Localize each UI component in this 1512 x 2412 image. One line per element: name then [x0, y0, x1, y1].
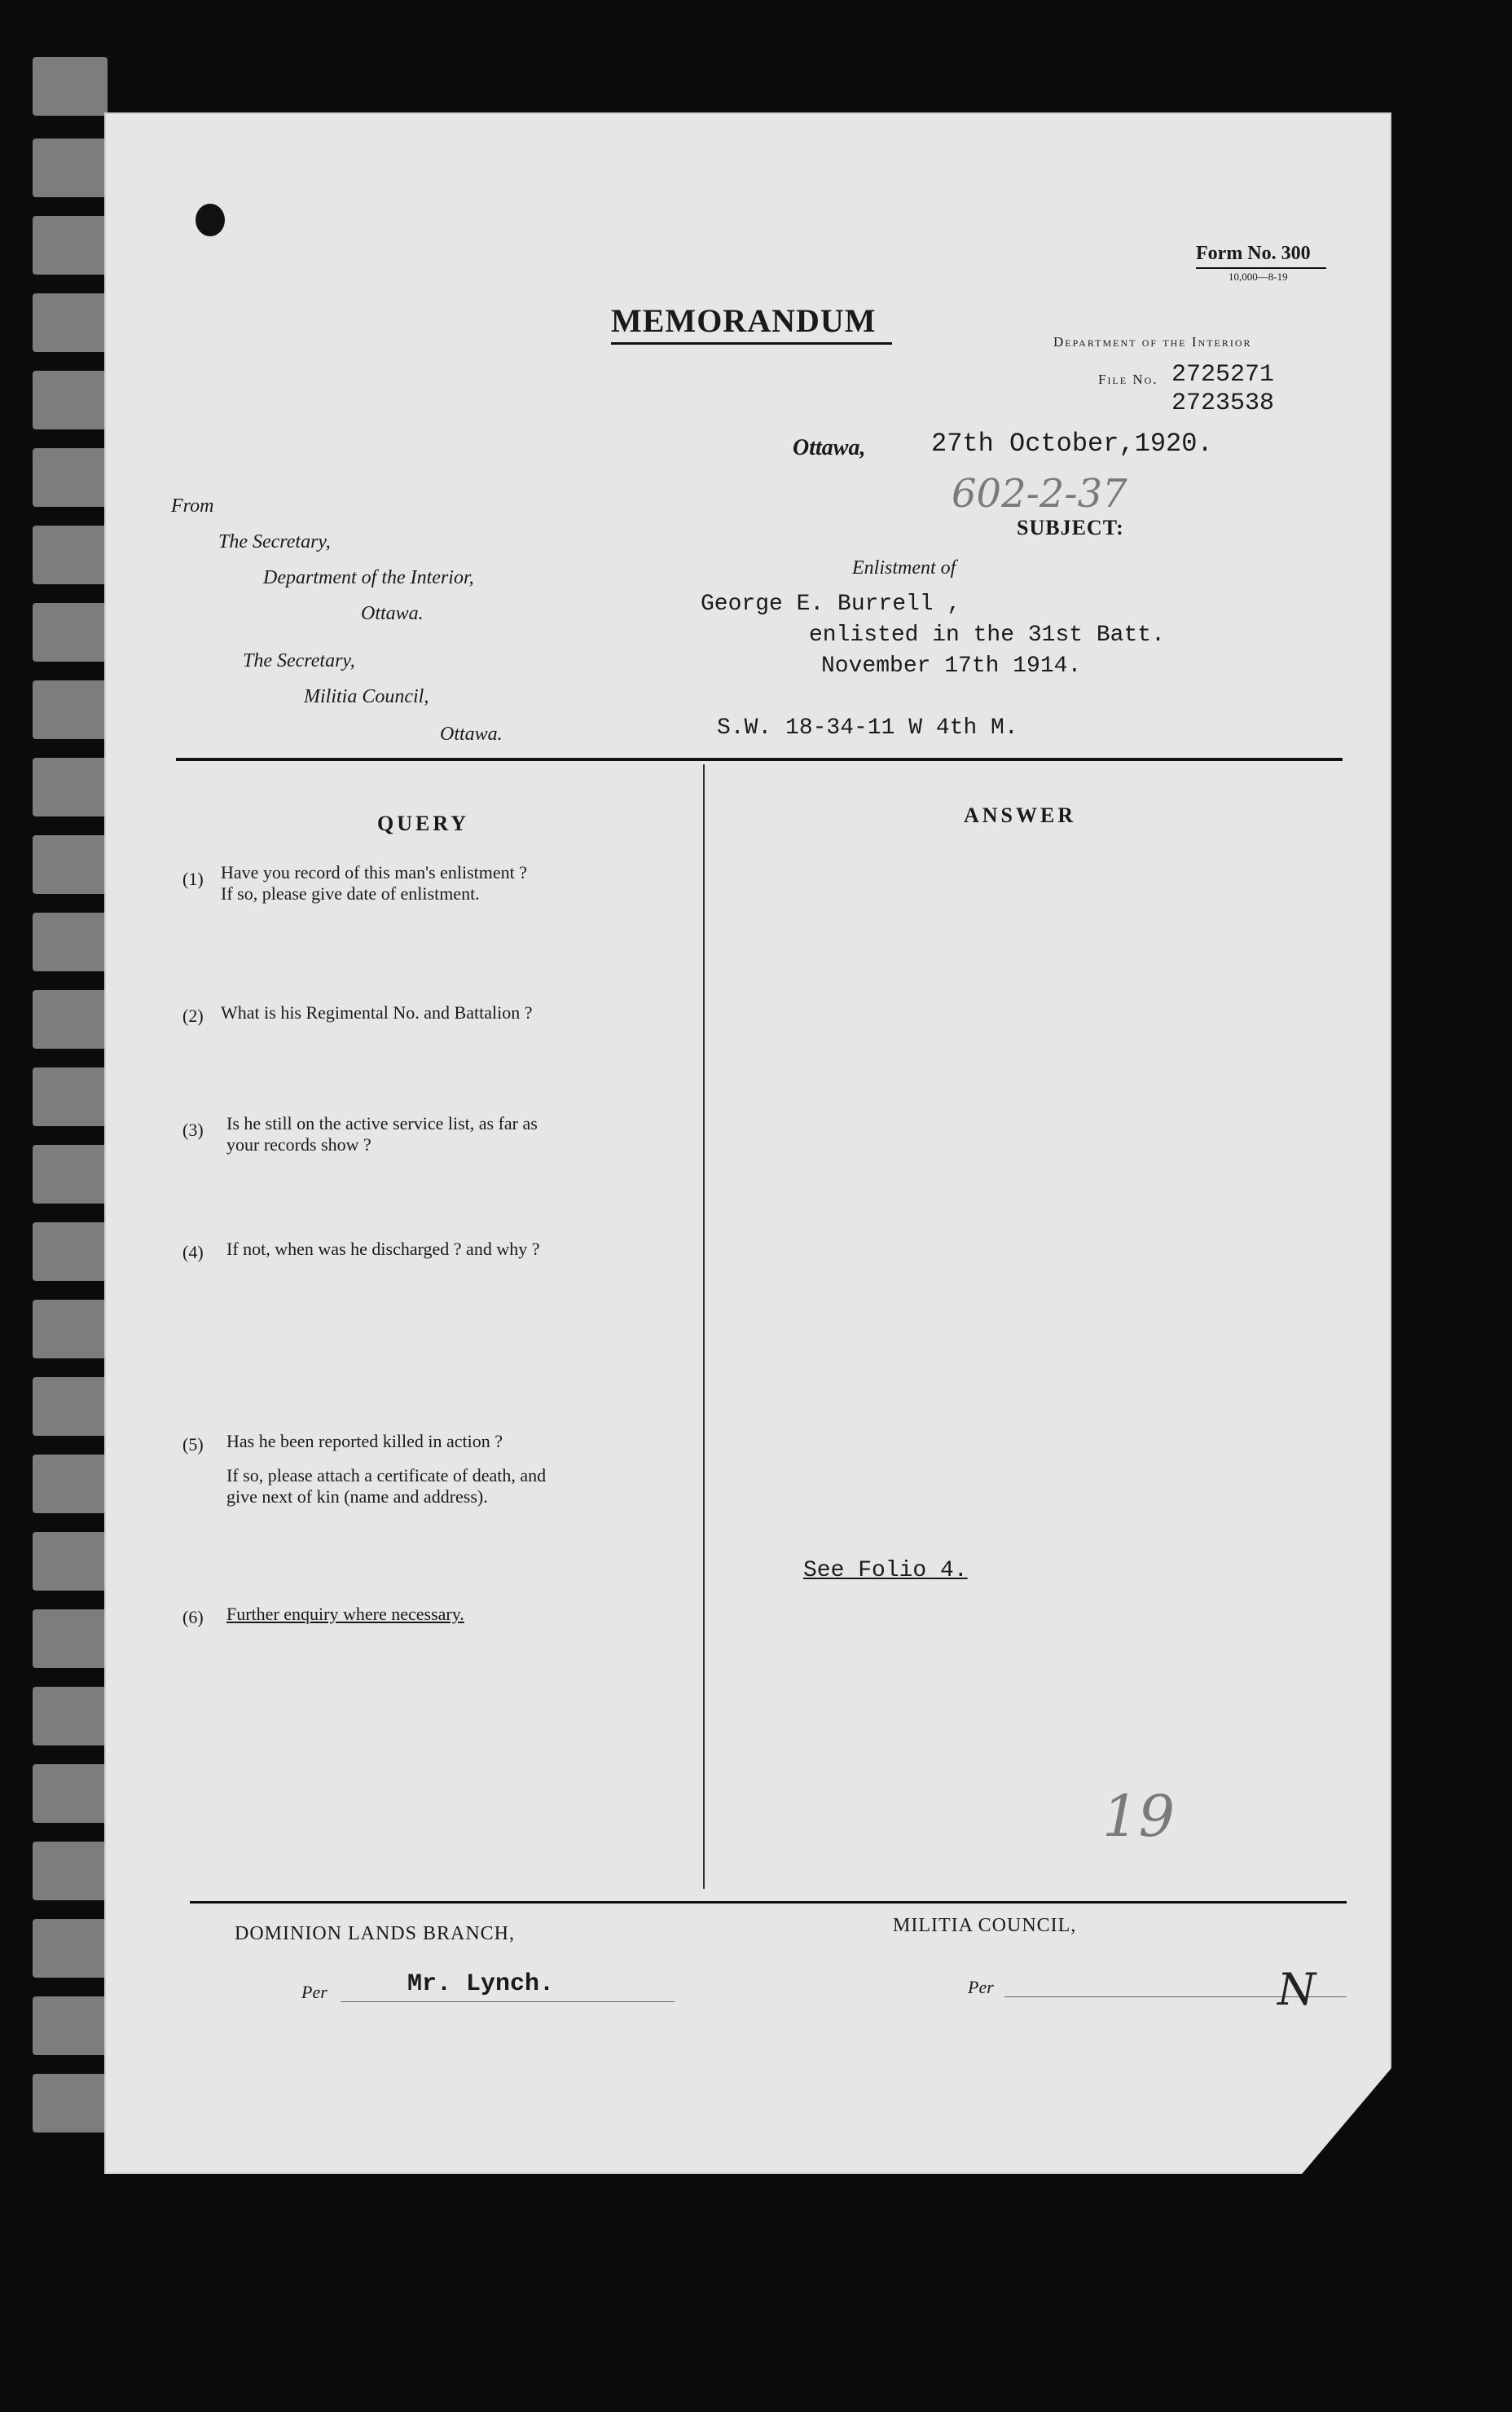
ink-blot — [196, 204, 225, 236]
per-name-left: Mr. Lynch. — [407, 1970, 555, 1998]
subject-name: George E. Burrell , — [701, 592, 961, 617]
place: Ottawa, — [793, 435, 866, 460]
query-item-4-num: (4) — [182, 1242, 204, 1262]
page-title: MEMORANDUM — [611, 302, 877, 339]
file-number-2: 2723538 — [1171, 390, 1275, 417]
query-item-3-text: Is he still on the active service list, as far as — [226, 1113, 538, 1133]
memorandum-page — [104, 112, 1391, 2174]
query-item-1-num: (1) — [182, 869, 204, 889]
query-item-3-num: (3) — [182, 1120, 204, 1140]
department-label: Department of the Interior — [1053, 334, 1252, 350]
subject-label: SUBJECT: — [1017, 516, 1124, 539]
query-item-5-text2: If so, please attach a certificate of death, and — [226, 1465, 547, 1485]
query-item-1-text2: If so, please give date of enlistment. — [221, 883, 480, 904]
query-item-5-text3: give next of kin (name and address). — [226, 1486, 488, 1507]
handwritten-folio-number: 19 — [1102, 1783, 1176, 1850]
query-item-6-num: (6) — [182, 1607, 204, 1627]
query-item-1-text: Have you record of this man's enlistment ? — [221, 862, 528, 882]
from-line-1: The Secretary, — [218, 531, 331, 552]
to-line-3: Ottawa. — [440, 724, 503, 745]
footer-right-label: MILITIA COUNCIL, — [893, 1915, 1077, 1936]
from-label: From — [171, 495, 214, 517]
answer-heading: ANSWER — [964, 803, 1077, 827]
file-no-label: File No. — [1098, 372, 1158, 387]
subject-heading: Enlistment of — [852, 557, 956, 579]
to-line-1: The Secretary, — [243, 650, 355, 671]
query-item-2-num: (2) — [182, 1006, 204, 1026]
query-item-6-text: Further enquiry where necessary. — [226, 1604, 464, 1624]
per-mark-right: N — [1277, 1964, 1316, 2015]
form-print-run: 10,000—8-19 — [1228, 271, 1288, 283]
query-item-2-text: What is his Regimental No. and Battalion ? — [221, 1002, 533, 1023]
per-label-left: Per — [301, 1982, 327, 2002]
query-item-3-text2: your records show ? — [226, 1134, 371, 1155]
per-label-right: Per — [968, 1977, 994, 1997]
from-line-2: Department of the Interior, — [263, 567, 474, 588]
answer-text: See Folio 4. — [803, 1558, 968, 1583]
from-line-3: Ottawa. — [361, 603, 424, 624]
query-item-5-text: Has he been reported killed in action ? — [226, 1431, 503, 1451]
query-heading: QUERY — [377, 812, 469, 835]
memo-date: 27th October,1920. — [931, 429, 1213, 459]
subject-unit: enlisted in the 31st Batt. — [809, 623, 1165, 648]
query-item-4-text: If not, when was he discharged ? and why ? — [226, 1239, 540, 1259]
film-strip — [24, 0, 114, 2412]
form-number: Form No. 300 — [1196, 243, 1311, 264]
folded-corner — [1302, 2068, 1391, 2174]
footer-left-label: DOMINION LANDS BRANCH, — [235, 1923, 516, 1944]
query-item-5-num: (5) — [182, 1434, 204, 1455]
to-line-2: Militia Council, — [304, 686, 429, 707]
subject-enlist-date: November 17th 1914. — [821, 654, 1082, 679]
file-number-1: 2725271 — [1171, 361, 1275, 389]
handwritten-ref: 602-2-37 — [952, 471, 1127, 517]
subject-land-description: S.W. 18-34-11 W 4th M. — [717, 715, 1018, 741]
